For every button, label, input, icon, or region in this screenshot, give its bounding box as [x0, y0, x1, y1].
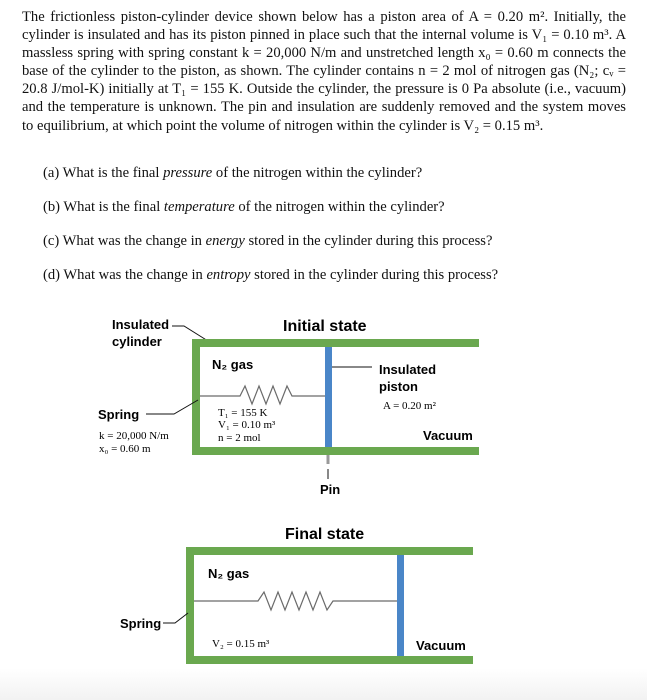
spring-leader-line	[146, 400, 198, 414]
page-bottom-shade	[0, 668, 647, 700]
initial-spring	[200, 386, 325, 404]
initial-top-wall	[192, 339, 479, 347]
unstretched-length-label: x₀ = 0.60 m	[99, 443, 151, 455]
final-top-wall	[186, 547, 473, 555]
initial-bottom-wall	[192, 447, 479, 455]
initial-left-wall	[192, 339, 200, 455]
problem-text: The frictionless piston-cylinder device shown below has a piston area of A = 0.20 m². Initially, the cylinder is insulated and has its piston pinned in place such that the internal volume is V₁ = 0.10 m³. A massless spring with spring constant k = 20,000 N/m and unstretched length x₀ = 0.60 m connects the base of the cylinder to the piston, as shown. The cylinder contains n = 2 mol of nitrogen gas (N₂; cᵥ = 20.8 J/mol-K) initially at T₁ = 155 K. Outside the cylinder, the pressure is 0 Pa absolute (i.e., vacuum) and the temperature is unknown. The pin and insulation are suddenly removed and the system moves to equilibrium, at which point the volume of nitrogen within the cylinder is V₂ = 0.15 m³.	[22, 9, 626, 134]
spring-constant-label: k = 20,000 N/m	[99, 430, 169, 442]
final-spring	[194, 592, 397, 610]
question-b: (b) What is the final temperature of the nitrogen within the cylinder?	[43, 199, 445, 215]
final-spring-label: Spring	[120, 616, 162, 631]
question-c: (c) What was the change in energy stored in the cylinder during this process?	[43, 233, 493, 249]
question-a: (a) What is the final pressure of the nitrogen within the cylinder?	[43, 165, 423, 181]
piston-area-label: A = 0.20 m²	[383, 400, 436, 412]
pin-label: Pin	[320, 482, 341, 497]
final-bottom-wall	[186, 656, 473, 664]
insulated-piston-label-2: piston	[379, 379, 418, 394]
final-left-wall	[186, 547, 194, 664]
final-state-title: Final state	[285, 526, 365, 543]
initial-vacuum-label: Vacuum	[423, 428, 473, 443]
final-piston	[397, 555, 404, 656]
question-d: (d) What was the change in entropy stored in the cylinder during this process?	[43, 267, 499, 283]
insulated-cylinder-label-2: cylinder	[112, 334, 162, 349]
initial-spring-label: Spring	[98, 407, 140, 422]
initial-temperature-label: T₁ = 155 K	[218, 407, 268, 419]
initial-n2-gas-label: N₂ gas	[212, 357, 254, 372]
final-volume-label: V₂ = 0.15 m³	[212, 638, 270, 650]
initial-state-title: Initial state	[283, 318, 367, 335]
initial-piston	[325, 347, 332, 447]
final-vacuum-label: Vacuum	[416, 638, 466, 653]
final-spring-leader-line	[163, 613, 188, 623]
insulated-cylinder-label-1: Insulated	[112, 317, 170, 332]
final-n2-gas-label: N₂ gas	[208, 566, 250, 581]
insulated-cylinder-leader-line	[172, 326, 208, 341]
initial-volume-label: V₁ = 0.10 m³	[218, 419, 276, 431]
moles-label: n = 2 mol	[218, 432, 261, 444]
insulated-piston-label-1: Insulated	[379, 362, 437, 377]
